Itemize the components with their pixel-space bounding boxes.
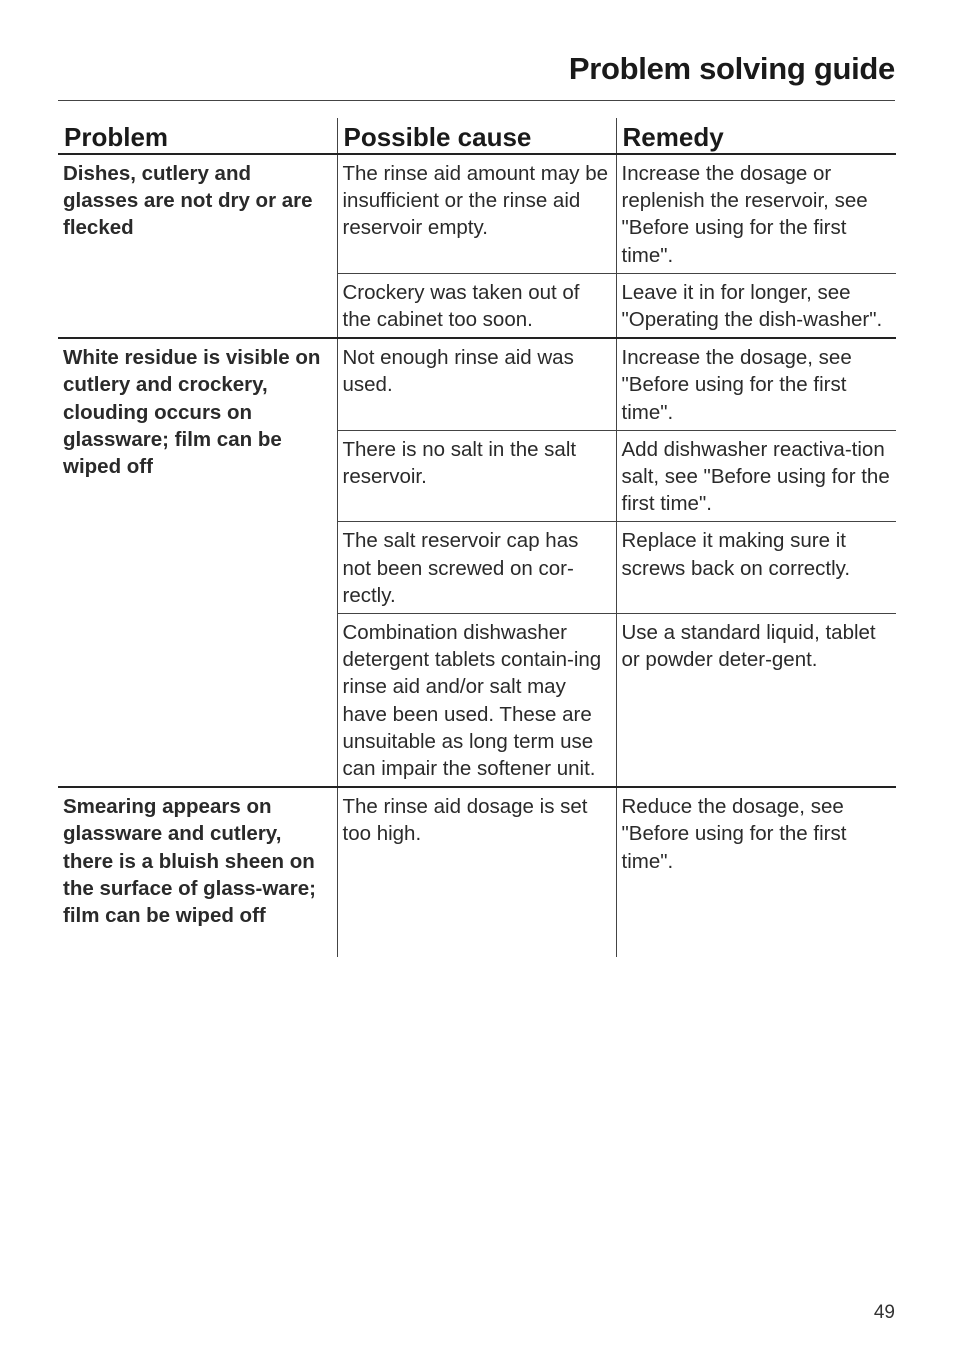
table-row xyxy=(58,787,896,957)
table-row xyxy=(58,338,896,430)
column-header-remedy: Remedy xyxy=(616,118,896,154)
cause-cell: The salt reservoir cap has not been screwed on cor-rectly. xyxy=(337,522,616,614)
remedy-cell: Leave it in for longer, see "Operating the dish-washer". xyxy=(616,273,896,338)
remedy-cell: Increase the dosage, see "Before using for the first time". xyxy=(616,338,896,430)
column-header-possible-cause: Possible cause xyxy=(337,118,616,154)
column-header-problem: Problem xyxy=(58,118,337,154)
page-title: Problem solving guide xyxy=(568,51,895,86)
problem-cell: Smearing appears on glassware and cutlery, there is a bluish sheen on the surface of glass-ware; film can be wiped off xyxy=(63,795,316,928)
title-divider xyxy=(58,100,895,101)
remedy-cell: Replace it making sure it screws back on correctly. xyxy=(616,522,896,614)
cause-cell: There is no salt in the salt reservoir. xyxy=(337,430,616,522)
cause-cell: The rinse aid dosage is set too high. xyxy=(337,787,616,957)
cause-cell: Combination dishwasher detergent tablets contain-ing rinse aid and/or salt may have been used. These are unsuitable as long term use can impair the softener unit. xyxy=(337,614,616,788)
cause-cell: The rinse aid amount may be insufficient or the rinse aid reservoir empty. xyxy=(337,154,616,273)
cause-cell: Crockery was taken out of the cabinet too soon. xyxy=(337,273,616,338)
problem-solving-table xyxy=(58,118,896,957)
remedy-cell: Use a standard liquid, tablet or powder deter-gent. xyxy=(616,614,896,788)
remedy-cell: Reduce the dosage, see "Before using for the first time". xyxy=(616,787,896,957)
problem-cell: Dishes, cutlery and glasses are not dry or are flecked xyxy=(58,154,337,338)
table-row xyxy=(58,154,896,273)
table-header-row xyxy=(58,118,896,154)
remedy-cell: Increase the dosage or replenish the reservoir, see "Before using for the first time". xyxy=(616,154,896,273)
page-number: 49 xyxy=(873,1302,895,1323)
problem-cell: White residue is visible on cutlery and crockery, clouding occurs on glassware; film can be wiped off xyxy=(58,338,337,787)
remedy-cell: Add dishwasher reactiva-tion salt, see "Before using for the first time". xyxy=(616,430,896,522)
cause-cell: Not enough rinse aid was used. xyxy=(337,338,616,430)
